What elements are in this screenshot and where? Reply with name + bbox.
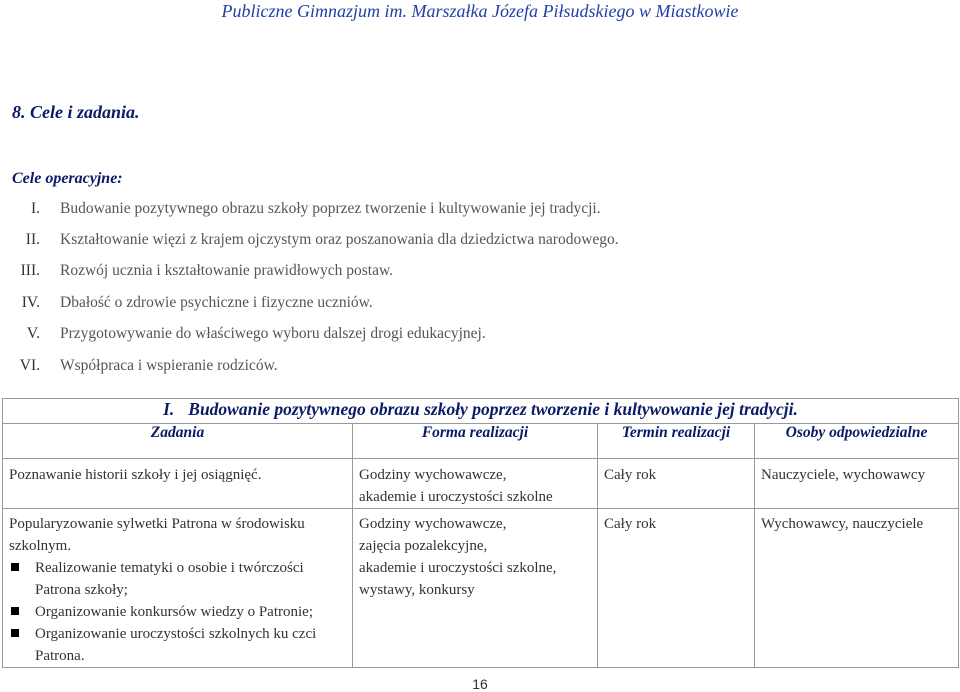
plan-title-cell: [3, 399, 959, 424]
term-text: Cały rok: [604, 516, 657, 532]
task-text: Poznawanie historii szkoły i jej osiągnięć.: [9, 467, 262, 483]
column-header-tasks: Zadania: [3, 424, 353, 459]
plan-numeral: I.: [163, 399, 175, 419]
operational-goals-list: [0, 193, 619, 381]
form-line: wystawy, konkursy: [359, 582, 475, 598]
goal-text: Dbałość o zdrowie psychiczne i fizyczne uczniów.: [60, 293, 373, 311]
goal-item: [0, 193, 619, 224]
responsible-text: Nauczyciele, wychowawcy: [761, 467, 926, 483]
responsible-cell: [755, 509, 959, 668]
responsible-cell: [755, 459, 959, 509]
responsible-text: Wychowawcy, nauczyciele: [761, 516, 924, 532]
term-cell: [598, 509, 755, 668]
operational-goals-title: Cele operacyjne:: [12, 170, 123, 187]
form-line: Godziny wychowawcze,: [359, 516, 507, 532]
task-cell: [3, 509, 353, 668]
document-header: Publiczne Gimnazjum im. Marszałka Józefa Piłsudskiego w Miastkowie: [221, 1, 739, 21]
table-row: [3, 509, 959, 668]
goals-plan-table: [2, 398, 959, 668]
goal-text: Rozwój ucznia i kształtowanie prawidłowych postaw.: [60, 262, 394, 280]
column-header-responsible: Osoby odpowiedzialne: [755, 424, 959, 459]
column-header-term: Termin realizacji: [598, 424, 755, 459]
goal-item: [0, 350, 619, 381]
page-number: 16: [472, 676, 488, 692]
goal-text: Budowanie pozytywnego obrazu szkoły poprzez tworzenie i kultywowanie jej tradycji.: [60, 199, 601, 217]
task-bullet-item: Realizowanie tematyki o osobie i twórczości Patrona szkoły;: [9, 557, 346, 601]
goal-text: Współpraca i wspieranie rodziców.: [60, 356, 278, 374]
column-header-form: Forma realizacji: [353, 424, 598, 459]
form-line: akademie i uroczystości szkolne,: [359, 560, 557, 576]
task-bullet-list: [9, 557, 346, 667]
goal-item: [0, 256, 619, 287]
goal-item: [0, 287, 619, 318]
goal-number: III.: [20, 262, 40, 280]
goal-text: Przygotowywanie do właściwego wyboru dalszej drogi edukacyjnej.: [60, 325, 486, 343]
form-cell: [353, 509, 598, 668]
plan-title-row: [3, 399, 959, 424]
form-line: akademie i uroczystości szkolne: [359, 489, 553, 505]
task-cell: [3, 459, 353, 509]
goal-number: I.: [30, 199, 40, 217]
form-line: zajęcia pozalekcyjne,: [359, 538, 488, 554]
form-line: Godziny wychowawcze,: [359, 467, 507, 483]
task-bullet-item: Organizowanie uroczystości szkolnych ku czci Patrona.: [9, 623, 346, 667]
plan-title: Budowanie pozytywnego obrazu szkoły poprzez tworzenie i kultywowanie jej tradycji.: [188, 399, 798, 419]
task-bullet-item: Organizowanie konkursów wiedzy o Patronie;: [9, 601, 346, 623]
term-text: Cały rok: [604, 467, 657, 483]
term-cell: [598, 459, 755, 509]
goal-number: V.: [26, 325, 40, 343]
task-text: Popularyzowanie sylwetki Patrona w środowisku szkolnym.: [9, 516, 305, 554]
goal-number: VI.: [19, 356, 40, 374]
plan-header-row: [3, 424, 959, 459]
goal-number: II.: [25, 231, 40, 249]
table-row: [3, 459, 959, 509]
goal-item: [0, 319, 619, 350]
goal-number: IV.: [21, 293, 40, 311]
section-title: 8. Cele i zadania.: [12, 102, 140, 122]
goal-item: [0, 224, 619, 255]
goal-text: Kształtowanie więzi z krajem ojczystym oraz poszanowania dla dziedzictwa narodowego.: [60, 231, 619, 249]
form-cell: [353, 459, 598, 509]
